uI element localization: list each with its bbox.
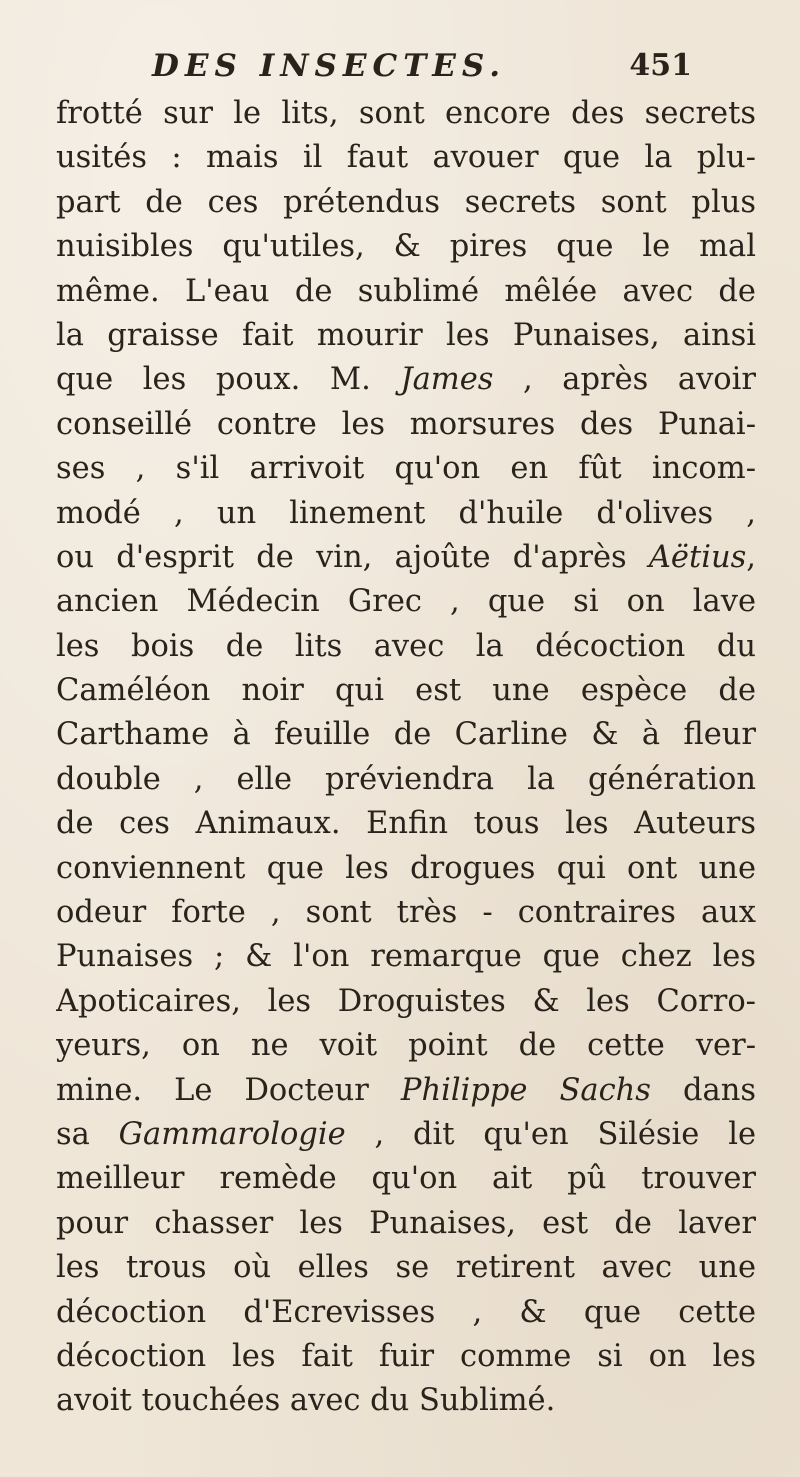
text-line xyxy=(56,492,756,536)
text-line xyxy=(56,1024,756,1068)
text-segment: les bois de lits avec la décoction du xyxy=(56,628,756,664)
text-segment: Carthame à feuille de Carline & à fleur xyxy=(56,717,756,753)
text-segment: mine. Le Docteur xyxy=(56,1072,401,1108)
italic-name: Gammarologie xyxy=(118,1116,346,1152)
text-segment: , xyxy=(746,539,756,575)
text-segment: la graisse fait mourir les Punaises, ainsi xyxy=(56,317,756,353)
text-line xyxy=(56,1157,756,1201)
text-line xyxy=(56,270,756,314)
text-line xyxy=(56,1113,756,1157)
text-segment: yeurs, on ne voit point de cette ver- xyxy=(56,1028,756,1064)
text-segment: part de ces prétendus secrets sont plus xyxy=(56,184,756,220)
text-line xyxy=(56,1069,756,1113)
text-line xyxy=(56,802,756,846)
text-line xyxy=(56,225,756,269)
text-line xyxy=(56,713,756,757)
text-line xyxy=(56,625,756,669)
text-line xyxy=(56,403,756,447)
text-line xyxy=(56,669,756,713)
running-title: DES INSECTES. xyxy=(152,48,506,84)
text-line xyxy=(56,1246,756,1290)
text-segment: pour chasser les Punaises, est de laver xyxy=(56,1205,756,1241)
text-segment: que les poux. M. xyxy=(56,362,401,398)
text-line xyxy=(56,92,756,136)
text-segment: ou d'esprit de vin, ajoûte d'après xyxy=(56,539,649,575)
text-line xyxy=(56,536,756,580)
text-segment: usités : mais il faut avouer que la plu- xyxy=(56,140,756,176)
text-segment: conviennent que les drogues qui ont une xyxy=(56,850,756,886)
text-segment: avoit touchées avec du Sublimé. xyxy=(56,1383,556,1419)
text-segment: double , elle préviendra la génération xyxy=(56,761,756,797)
text-segment: , après avoir xyxy=(493,362,756,398)
text-segment: meilleur remède qu'on ait pû trouver xyxy=(56,1161,756,1197)
text-line xyxy=(56,314,756,358)
text-segment: les trous où elles se retirent avec une xyxy=(56,1250,756,1286)
text-line xyxy=(56,935,756,979)
text-segment: conseillé contre les morsures des Punai- xyxy=(56,406,756,442)
text-segment: Apoticaires, les Droguistes & les Corro- xyxy=(56,983,756,1019)
text-line xyxy=(56,580,756,624)
text-segment: odeur forte , sont très - contraires aux xyxy=(56,895,756,931)
text-line xyxy=(56,358,756,402)
text-segment: Caméléon noir qui est une espèce de xyxy=(56,673,756,709)
italic-name: Philippe Sachs xyxy=(400,1072,651,1108)
italic-name: James xyxy=(400,362,494,398)
text-segment: même. L'eau de sublimé mêlée avec de xyxy=(56,273,756,309)
text-segment: Punaises ; & l'on remarque que chez les xyxy=(56,939,756,975)
text-segment: décoction les fait fuir comme si on les xyxy=(56,1338,756,1374)
page-number: 451 xyxy=(629,48,692,83)
text-segment: dans xyxy=(650,1072,756,1108)
body-text xyxy=(56,92,756,1424)
text-line xyxy=(56,980,756,1024)
text-line xyxy=(56,1379,756,1423)
text-segment: frotté sur le lits, sont encore des secrets xyxy=(56,96,756,131)
text-segment: sa xyxy=(56,1116,119,1152)
page-header xyxy=(152,48,692,92)
text-line xyxy=(56,136,756,180)
text-line xyxy=(56,847,756,891)
text-segment: , dit qu'en Silésie le xyxy=(345,1116,756,1152)
text-line xyxy=(56,447,756,491)
text-segment: ses , s'il arrivoit qu'on en fût incom- xyxy=(56,451,756,487)
text-segment: décoction d'Ecrevisses , & que cette xyxy=(56,1294,756,1330)
text-segment: ancien Médecin Grec , que si on lave xyxy=(56,584,756,620)
italic-name: Aëtius xyxy=(648,539,747,575)
text-line xyxy=(56,181,756,225)
text-segment: modé , un linement d'huile d'olives , xyxy=(56,495,756,531)
text-segment: de ces Animaux. Enfin tous les Auteurs xyxy=(56,806,756,842)
text-line xyxy=(56,758,756,802)
text-segment: nuisibles qu'utiles, & pires que le mal xyxy=(56,229,756,265)
text-line xyxy=(56,1202,756,1246)
text-line xyxy=(56,891,756,935)
text-line xyxy=(56,1291,756,1335)
text-line xyxy=(56,1335,756,1379)
